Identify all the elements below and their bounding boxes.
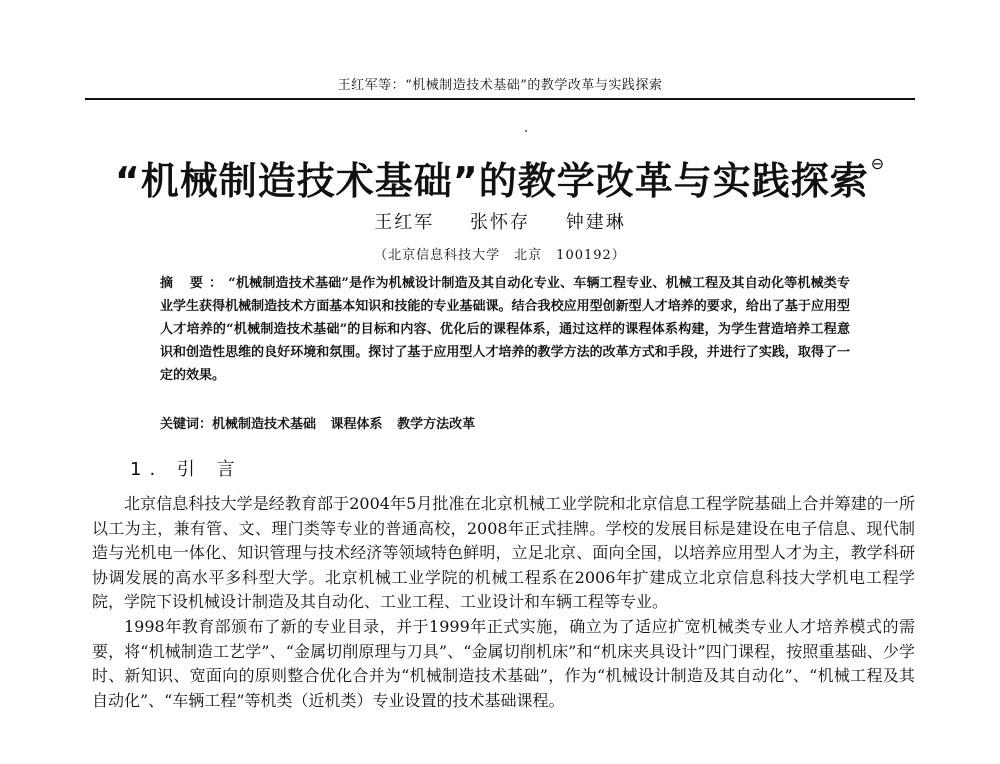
affiliation: （北京信息科技大学 北京 100192） <box>374 248 626 263</box>
abstract <box>160 272 850 387</box>
keywords-text: 机械制造技术基础 课程体系 教学方法改革 <box>212 417 476 432</box>
paragraph: 北京信息科技大学是经教育部于2004年5月批准在北京机械工业学院和北京信息工程学院基础上合并筹建的一所以工为主，兼有管、文、理门类等专业的普通高校，2008年正式挂牌。学校的发展目标是建设在电子信息、现代制造与光机电一体化、知识管理与技术经济等领域特色鲜明，立足北京、面向全国，以培养应用型人才为主，教学科研协调发展的高水平多科型大学。北京机械工业学院的机械工程系在2006年扩建成立北京信息科技大学机电工程学院，学院下设机械设计制造及其自动化、工业工程、工业设计和车辆工程等专业。 <box>92 494 915 612</box>
header-rule <box>85 98 915 100</box>
body-text <box>92 492 915 713</box>
keywords-label: 关键词： <box>160 417 213 432</box>
article-title-text: “机械制造技术基础”的教学改革与实践探索 <box>114 159 869 203</box>
author-list: 王红军 张怀存 钟建琳 <box>374 212 626 233</box>
article-title <box>85 150 915 205</box>
footnote-mark: ⊖ <box>870 154 886 173</box>
keywords <box>160 413 850 432</box>
running-header: 王红军等：“机械制造技术基础”的教学改革与实践探索 <box>337 78 663 93</box>
paragraph: 1998年教育部颁布了新的专业目录，并于1999年正式实施，确立为了适应扩宽机械类专业人才培养模式的需要，将“机械制造工艺学”、“金属切削原理与刀具”、“金属切削机床”和“机床夹具设计”四门课程，按照重基础、少学时、新知识、宽面向的原则整合优化合并为“机械制造技术基础”，作为“机械设计制造及其自动化”、“机械工程及其自动化”、“车辆工程”等机类（近机类）专业设置的技术基础课程。 <box>92 616 915 710</box>
section-heading: 1. 引 言 <box>130 459 243 480</box>
abstract-label: 摘 要： <box>160 276 229 291</box>
abstract-text: “机械制造技术基础”是作为机械设计制造及其自动化专业、车辆工程专业、机械工程及其自动化等机械类专业学生获得机械制造技术方面基本知识和技能的专业基础课。结合我校应用型创新型人才培养的要求，给出了基于应用型人才培养的“机械制造技术基础”的目标和内容、优化后的课程体系，通过这样的课程体系构建，为学生营造培养工程意识和创造性思维的良好环境和氛围。探讨了基于应用型人才培养的教学方法的改革方式和手段，并进行了实践，取得了一定的效果。 <box>160 276 850 383</box>
scan-speck <box>525 130 527 132</box>
